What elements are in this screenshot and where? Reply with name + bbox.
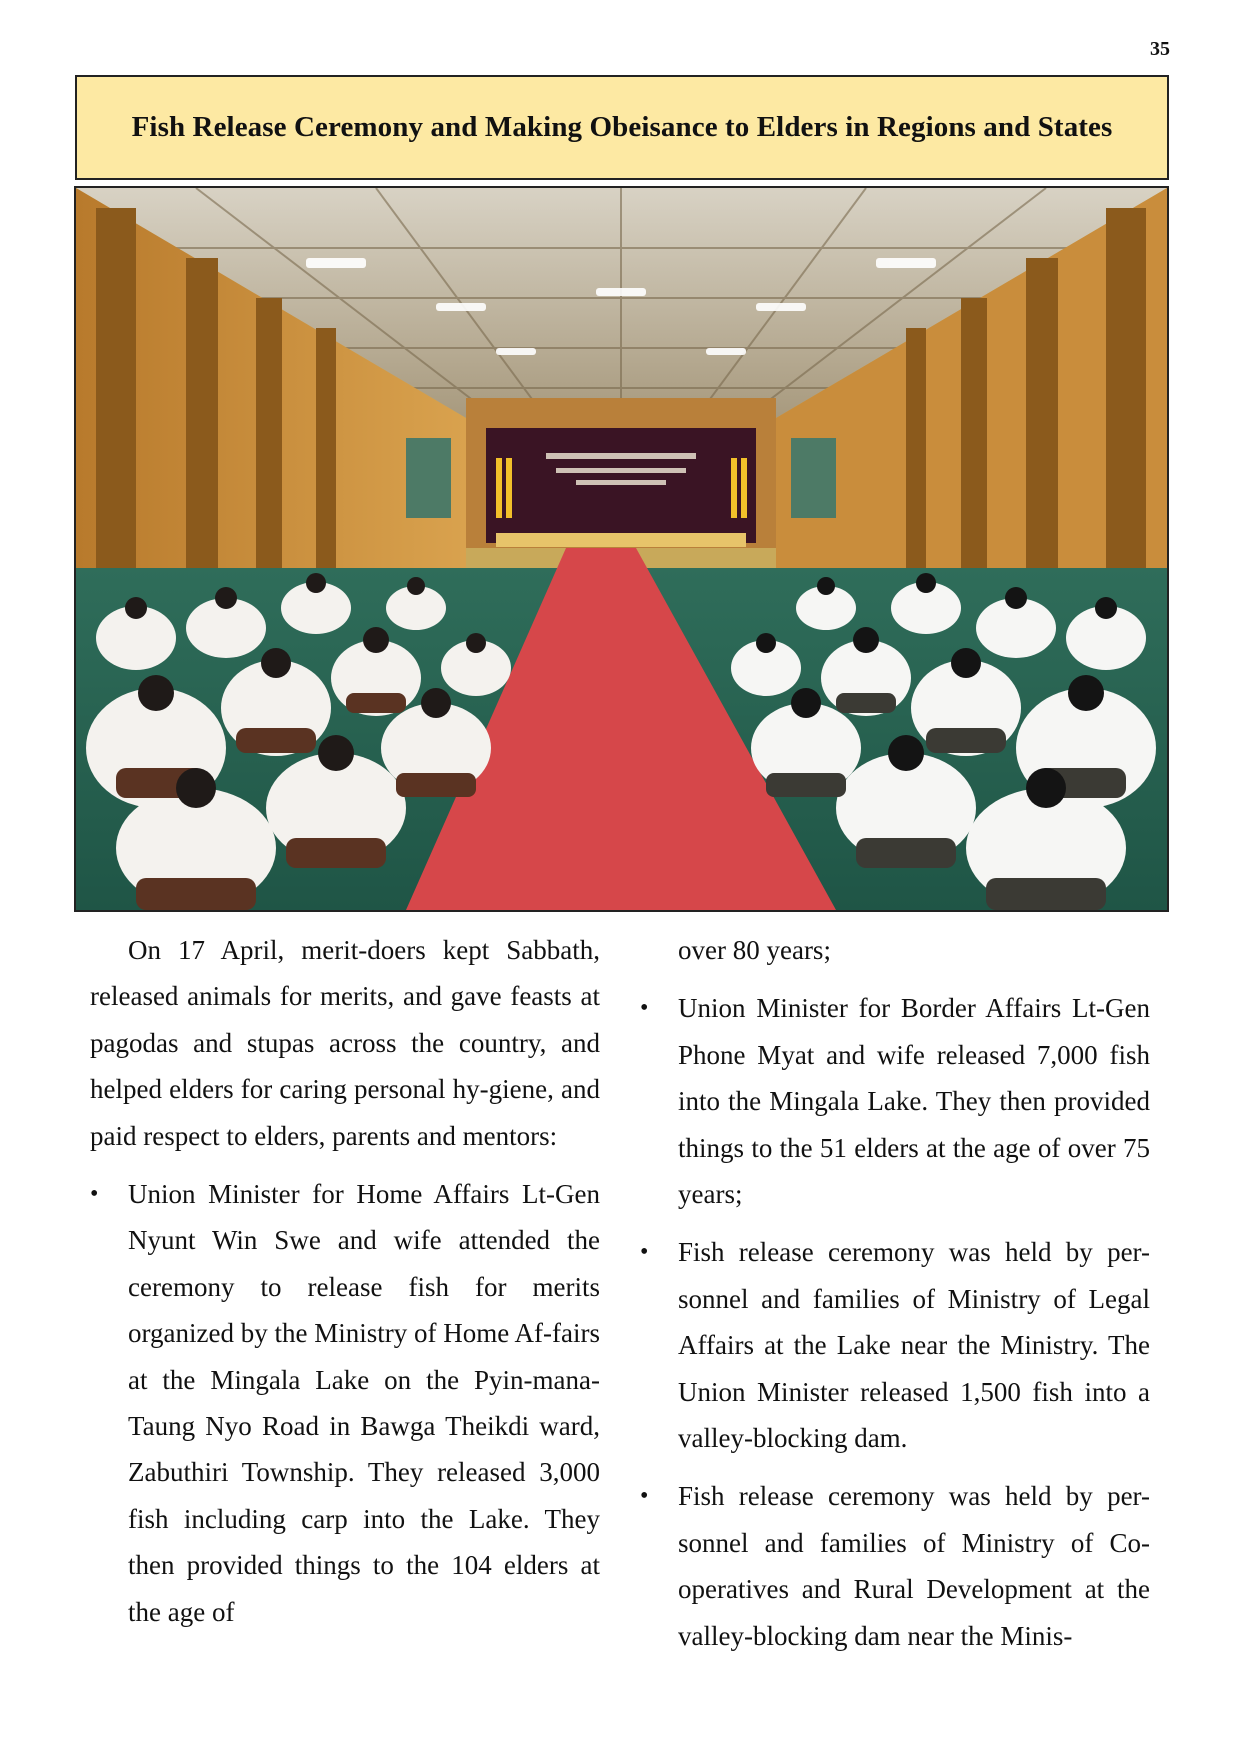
ceremony-photo xyxy=(74,186,1169,912)
list-item: • Union Minister for Border Affairs Lt-Gen Phone Myat and wife released 7,000 fish into the Mingala Lake. They then provided things to the 51 elders at the age of over 75 years; xyxy=(640,985,1150,1217)
article-title: Fish Release Ceremony and Making Obeisance to Elders in Regions and States xyxy=(131,111,1113,143)
right-column xyxy=(640,927,1150,1671)
right-bullet-list xyxy=(640,985,1150,1659)
intro-paragraph: On 17 April, merit-doers kept Sabbath, released animals for merits, and gave feasts at pagodas and stupas across the country, and helped elders for caring personal hy-giene, and paid respect to elders, parents and mentors: xyxy=(90,935,600,1151)
title-box xyxy=(75,75,1169,180)
hall-ceremony-photo-icon xyxy=(76,188,1167,910)
continued-text: over 80 years; xyxy=(678,935,831,965)
list-item: • Fish release ceremony was held by per-sonnel and families of Ministry of Co-operatives and Rural Development at the valley-blocking dam near the Minis- xyxy=(640,1473,1150,1659)
left-column xyxy=(90,927,600,1635)
page-number: 35 xyxy=(1150,38,1170,60)
list-item: • Fish release ceremony was held by per-sonnel and families of Ministry of Legal Affairs at the Lake near the Ministry. The Union Minister released 1,500 fish into a valley-blocking dam. xyxy=(640,1229,1150,1461)
left-bullet-list xyxy=(90,1171,600,1635)
list-item: • Union Minister for Home Affairs Lt-Gen Nyunt Win Swe and wife attended the ceremony to release fish for merits organized by the Ministry of Home Af-fairs at the Mingala Lake on the Pyin-mana- Taung Nyo Road in Bawga Theikdi ward, Zabuthiri Township. They released 3,000 fish including carp into the Lake. They then provided things to the 104 elders at the age of xyxy=(90,1171,600,1635)
